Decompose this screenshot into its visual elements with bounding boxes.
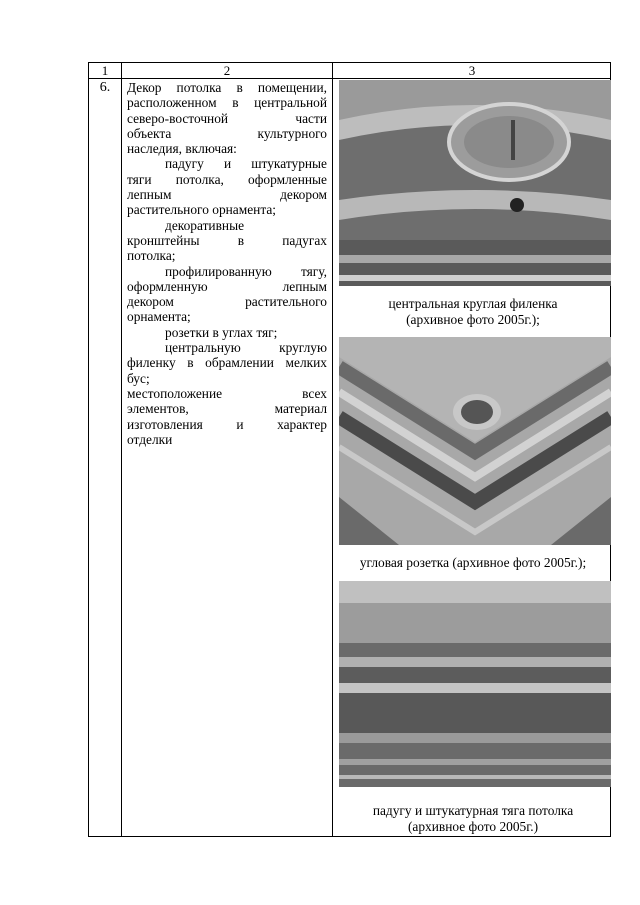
description-line: потолка; [127, 248, 176, 264]
description-line: элементов, материал [127, 401, 327, 417]
description-line: расположенном в центральной [127, 95, 327, 111]
archive-photo-corner-rosette [339, 337, 611, 545]
header-col-1: 1 [101, 63, 109, 78]
description-line: профилированную тягу, [165, 263, 327, 279]
header-col-3: 3 [468, 63, 476, 78]
description-line: тяги потолка, оформленные [127, 171, 327, 187]
document-table [88, 62, 611, 837]
description-line: филенку в обрамлении мелких [127, 355, 327, 371]
description-line: лепным декором [127, 187, 327, 203]
description-line: декором растительного [127, 294, 327, 310]
description-line: оформленную лепным [127, 278, 327, 294]
header-col-2: 2 [223, 63, 231, 78]
description-line: декоративные [165, 217, 245, 233]
header-divider [89, 78, 610, 79]
description-line: местоположение всех [127, 385, 327, 401]
caption-line: падугу и штукатурная тяга потолка [372, 803, 574, 818]
archive-photo-ceiling-round-panel [339, 80, 611, 286]
description-line: центральную круглую [165, 340, 327, 356]
caption-line: (архивное фото 2005г.) [407, 819, 539, 834]
description-line: розетки в углах тяг; [165, 324, 278, 340]
column-divider-2 [332, 63, 333, 836]
caption-line: центральная круглая филенка [388, 296, 558, 311]
photo-central-round-panel [339, 80, 611, 286]
caption-photo-1 [334, 296, 612, 328]
description-line: отделки [127, 431, 173, 447]
caption-line: угловая розетка (архивное фото 2005г.); [359, 555, 587, 570]
description-line: изготовления и характер [127, 416, 327, 432]
description-line: падугу и штукатурные [165, 156, 327, 172]
row-number: 6. [99, 80, 111, 95]
caption-line: (архивное фото 2005г.); [406, 312, 540, 327]
photo-cove-and-molding [339, 581, 611, 787]
photo-corner-rosette [339, 337, 611, 545]
column-divider-1 [121, 63, 122, 836]
caption-photo-2 [334, 555, 612, 571]
description-line: наследия, включая: [127, 141, 237, 157]
description-line: северо-восточной части [127, 110, 327, 126]
description-line: Декор потолка в помещении, [127, 80, 327, 95]
description-line: бус; [127, 370, 150, 386]
caption-photo-3 [334, 803, 612, 835]
description-line: объекта культурного [127, 125, 327, 141]
archive-photo-cove-and-molding [339, 581, 611, 787]
description-line: растительного орнамента; [127, 202, 277, 218]
description-line: кронштейны в падугах [127, 232, 327, 248]
row-description [127, 80, 327, 447]
description-line: орнамента; [127, 309, 191, 325]
